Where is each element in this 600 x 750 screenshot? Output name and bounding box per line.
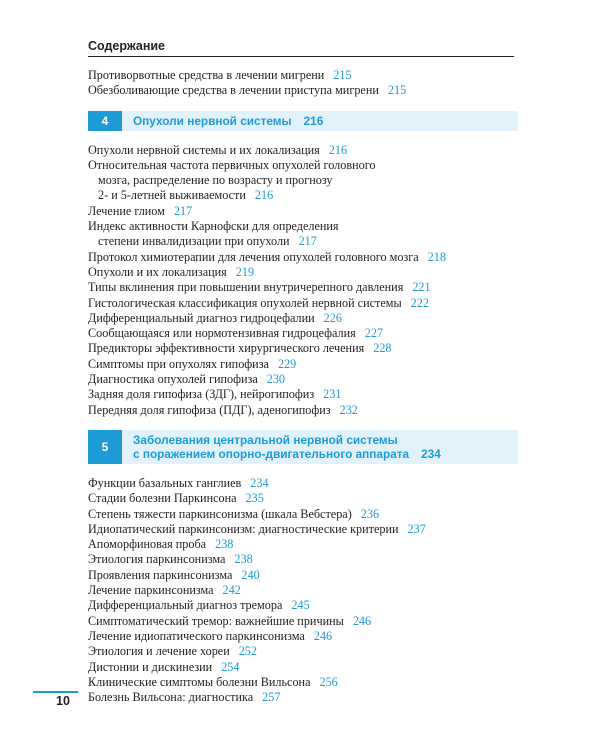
- toc-entry-title: Лечение идиопатического паркинсонизма: [88, 628, 305, 643]
- toc-entry[interactable]: [88, 219, 518, 234]
- toc-entry[interactable]: [88, 476, 518, 491]
- table-of-contents: [88, 68, 518, 705]
- toc-entry-title: Этиология паркинсонизма: [88, 552, 226, 567]
- toc-entry-title: Болезнь Вильсона: диагностика: [88, 690, 254, 705]
- toc-entry-page[interactable]: 219: [235, 264, 255, 279]
- toc-entry[interactable]: [88, 675, 518, 690]
- toc-entry[interactable]: [88, 158, 518, 173]
- toc-entry[interactable]: [88, 552, 518, 567]
- toc-entry-title: Сообщающаяся или нормотензивная гидроцефалия: [88, 326, 356, 341]
- toc-entry-page[interactable]: 226: [323, 310, 342, 325]
- toc-entry-title: Гистологическая классификация опухолей нервной системы: [88, 295, 402, 310]
- chapter-number: 4: [88, 111, 122, 131]
- toc-entry-page[interactable]: 215: [333, 68, 352, 82]
- toc-entry[interactable]: [88, 568, 518, 583]
- toc-entry-page[interactable]: 235: [245, 491, 264, 506]
- chapter-page[interactable]: 216: [303, 113, 324, 128]
- toc-entry[interactable]: [88, 614, 518, 629]
- toc-entry-title: Индекс активности Карнофски для определения: [88, 219, 339, 234]
- toc-entry-page[interactable]: 218: [427, 249, 446, 264]
- toc-entry-title: Относительная частота первичных опухолей головного: [88, 157, 376, 172]
- toc-entry[interactable]: [88, 403, 518, 418]
- toc-entry-title: 2- и 5-летней выживаемости: [98, 188, 246, 203]
- toc-entry[interactable]: [88, 387, 518, 402]
- toc-entry[interactable]: [88, 537, 518, 552]
- toc-entry-page[interactable]: 236: [360, 506, 380, 521]
- toc-entry-title: мозга, распределение по возрасту и прогнозу: [98, 173, 333, 188]
- toc-entry-title: Лечение глиом: [88, 203, 165, 218]
- toc-entry[interactable]: [88, 491, 518, 506]
- toc-entry-title: степени инвалидизации при опухоли: [98, 234, 290, 249]
- toc-entry-title: Опухоли нервной системы и их локализация: [88, 142, 320, 157]
- toc-entry-title: Типы вклинения при повышении внутричерепного давления: [88, 280, 404, 295]
- chapter-heading-4[interactable]: [88, 111, 518, 131]
- toc-entry[interactable]: [88, 326, 518, 341]
- toc-entry[interactable]: [88, 143, 518, 158]
- toc-entry-page[interactable]: 231: [323, 387, 342, 402]
- toc-entry[interactable]: [88, 296, 518, 311]
- toc-entry-page[interactable]: 227: [364, 326, 384, 341]
- toc-entry-page[interactable]: 246: [352, 613, 372, 628]
- toc-entry-page[interactable]: 221: [412, 280, 431, 295]
- chapter-title-line: [133, 447, 513, 462]
- toc-entry[interactable]: [88, 644, 518, 659]
- page-title: Содержание: [88, 39, 166, 53]
- toc-entry[interactable]: [88, 690, 518, 705]
- toc-entry-title: Функции базальных ганглиев: [88, 475, 242, 490]
- toc-entry-page[interactable]: 215: [387, 83, 407, 98]
- toc-entry[interactable]: [88, 250, 518, 265]
- toc-entry[interactable]: [88, 372, 518, 387]
- toc-entry[interactable]: [88, 68, 518, 83]
- toc-entry-page[interactable]: 222: [410, 295, 429, 310]
- toc-entry-title: Диагностика опухолей гипофиза: [88, 372, 258, 387]
- toc-entry-page[interactable]: 232: [339, 402, 358, 417]
- chapter-title-line: Заболевания центральной нервной системы: [133, 432, 398, 447]
- toc-entry-continued[interactable]: [88, 173, 518, 188]
- toc-entry[interactable]: [88, 341, 518, 356]
- toc-entry[interactable]: [88, 522, 518, 537]
- toc-entry-page[interactable]: 237: [407, 521, 426, 536]
- toc-entry-page[interactable]: 228: [373, 341, 392, 356]
- toc-entry-continued[interactable]: [88, 234, 518, 249]
- toc-entry-page[interactable]: 245: [291, 598, 310, 613]
- toc-entry-title: Протокол химиотерапии для лечения опухолей головного мозга: [88, 249, 419, 264]
- toc-entry-title: Степень тяжести паркинсонизма (шкала Вебстера): [88, 506, 352, 521]
- chapter-number: 5: [88, 430, 122, 464]
- toc-entry-page[interactable]: 242: [222, 583, 241, 598]
- toc-entry-page[interactable]: 240: [241, 567, 260, 582]
- toc-entry-title: Симптоматический тремор: важнейшие причины: [88, 613, 344, 628]
- toc-entry-title: Задняя доля гипофиза (ЗДГ), нейрогипофиз: [88, 387, 315, 402]
- toc-entry[interactable]: [88, 507, 518, 522]
- toc-entry-title: Дистонии и дискинезии: [88, 659, 213, 674]
- toc-entry-page[interactable]: 216: [254, 188, 274, 203]
- toc-entry-page[interactable]: 216: [328, 142, 348, 157]
- page-number: 10: [56, 694, 70, 708]
- toc-entry[interactable]: [88, 357, 518, 372]
- toc-entry-title: Проявления паркинсонизма: [88, 567, 233, 582]
- toc-entry[interactable]: [88, 629, 518, 644]
- toc-entry-page[interactable]: 254: [221, 659, 240, 674]
- toc-entry-page[interactable]: 257: [262, 690, 281, 705]
- footer-accent-rule: [33, 691, 78, 693]
- toc-entry-title: Апоморфиновая проба: [88, 537, 207, 552]
- toc-entry[interactable]: [88, 311, 518, 326]
- toc-entry-title: Предикторы эффективности хирургического лечения: [88, 341, 365, 356]
- toc-entry-page[interactable]: 234: [250, 475, 269, 490]
- toc-entry-title: Передняя доля гипофиза (ПДГ), аденогипофиз: [88, 402, 331, 417]
- toc-entry-title: Противорвотные средства в лечении мигрени: [88, 68, 325, 82]
- toc-entry[interactable]: [88, 583, 518, 598]
- toc-entry-page[interactable]: 246: [313, 628, 333, 643]
- header-divider: [88, 56, 514, 57]
- toc-entry-title: Этиология и лечение хореи: [88, 644, 230, 659]
- toc-entry-page[interactable]: 229: [277, 356, 297, 371]
- chapter-page[interactable]: 234: [421, 447, 441, 462]
- toc-entry-title: Дифференциальный диагноз тремора: [88, 598, 283, 613]
- toc-entry-page[interactable]: 217: [173, 203, 193, 218]
- toc-entry-title: Симптомы при опухолях гипофиза: [88, 356, 269, 371]
- toc-entry-title: Идиопатический паркинсонизм: диагностические критерии: [88, 521, 399, 536]
- toc-entry-page[interactable]: 256: [319, 674, 338, 689]
- toc-entry[interactable]: [88, 265, 518, 280]
- toc-entry-page[interactable]: 230: [266, 372, 286, 387]
- toc-entry[interactable]: [88, 280, 518, 295]
- toc-entry-page[interactable]: 217: [298, 234, 317, 249]
- toc-entry-title: Клинические симптомы болезни Вильсона: [88, 674, 311, 689]
- toc-entry-title: Стадии болезни Паркинсона: [88, 491, 237, 506]
- toc-entry-title: Лечение паркинсонизма: [88, 583, 214, 598]
- toc-entry[interactable]: [88, 598, 518, 613]
- toc-entry[interactable]: [88, 660, 518, 675]
- toc-entry[interactable]: [88, 83, 518, 98]
- toc-entry-page[interactable]: 238: [234, 552, 253, 567]
- toc-entry-page[interactable]: 252: [238, 644, 258, 659]
- chapter-heading-5[interactable]: [88, 430, 518, 464]
- chapter-title-text: с поражением опорно-двигательного аппарата: [133, 447, 410, 462]
- toc-entry[interactable]: [88, 204, 518, 219]
- toc-entry-page[interactable]: 238: [215, 537, 234, 552]
- chapter-title: [133, 433, 513, 462]
- toc-entry-title: Обезболивающие средства в лечении приступа мигрени: [88, 83, 379, 98]
- toc-entry-title: Дифференциальный диагноз гидроцефалии: [88, 310, 315, 325]
- chapter-title: [133, 114, 513, 129]
- toc-entry-continued[interactable]: [88, 188, 518, 203]
- chapter-title-text: Опухоли нервной системы: [133, 113, 292, 128]
- toc-entry-title: Опухоли и их локализация: [88, 264, 227, 279]
